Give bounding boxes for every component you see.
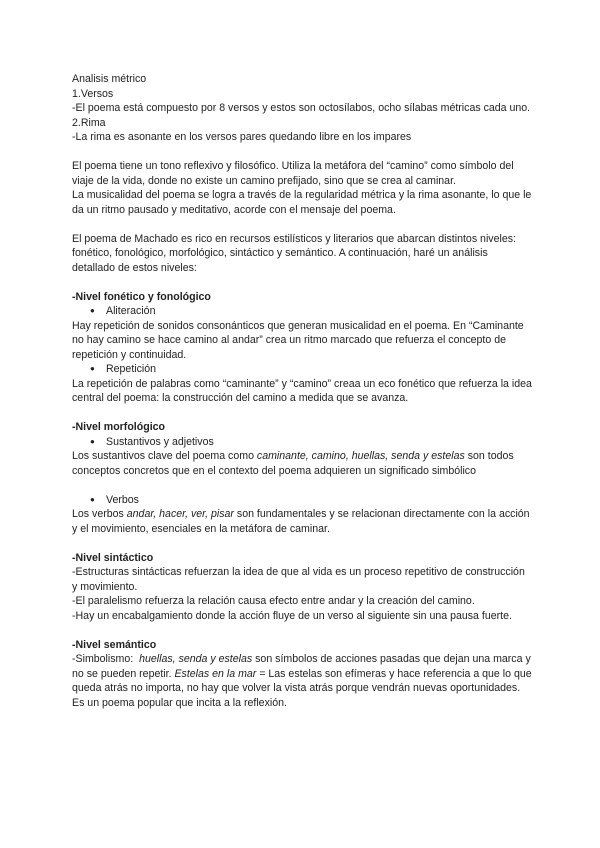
- bullet-dot-icon: ●: [90, 306, 95, 315]
- versos-label: 1.Versos: [72, 87, 114, 100]
- document-title: Analisis métrico: [72, 73, 147, 85]
- morfologico-text-2: [72, 507, 532, 536]
- fonetico-text-1: Hay repetición de sonidos consonánticos que generan musicalidad en el poema. En “Caminante no hay camino se hace camino al andar” crea un ritmo marcado que refuerza el concepto de repetición y continuidad.: [72, 319, 524, 361]
- bullet-verbos: [72, 493, 532, 508]
- bullet-sustantivos: [72, 435, 532, 450]
- morfologico-text-1: [72, 449, 532, 478]
- italic-run: Estelas en la mar: [174, 667, 257, 680]
- text-run: Los sustantivos clave del poema como: [72, 450, 257, 462]
- text-run: Los verbos: [72, 508, 127, 520]
- fonetico-text-2: La repetición de palabras como “caminante” y “camino” creaa un eco fonético que refuerza la idea central del poema: la construcción del camino a medida que se avanza.: [72, 377, 532, 404]
- sintactico-line-2: -El paralelismo refuerza la relación causa efecto entre andar y la creación del camino.: [72, 595, 475, 607]
- document-body: [72, 72, 532, 710]
- semantico-text: [72, 652, 532, 696]
- rima-text: -La rima es asonante en los versos pares quedando libre en los impares: [72, 131, 412, 143]
- bullet-aliteracion: [72, 304, 532, 319]
- heading-morfologico: -Nivel morfológico: [72, 421, 165, 433]
- italic-run: caminante, camino, huellas, senda y estelas: [256, 450, 465, 462]
- text-run: son símbolos de acciones pasadas que dejan una marca y no se pueden repetir.: [72, 653, 531, 680]
- bullet-dot-icon: ●: [90, 436, 95, 446]
- spacer: [72, 145, 532, 160]
- paragraph-intro: El poema de Machado es rico en recursos estilísticos y literarios que abarcan distintos niveles: fonético, fonológico, morfológico, sintáctico y semántico. A continuación, haré un análisis detallado de estos niveles:: [72, 232, 516, 274]
- heading-semantico: -Nivel semántico: [72, 638, 157, 651]
- italic-run: andar, hacer, ver, pisar: [126, 508, 234, 520]
- spacer: [72, 406, 532, 421]
- bullet-dot-icon: ●: [90, 494, 95, 504]
- bullet-repeticion: [72, 362, 532, 377]
- sintactico-line-3: -Hay un encabalgamiento donde la acción fluye de un verso al siguiente sin una pausa fuerte.: [72, 609, 512, 622]
- spacer: [72, 623, 532, 638]
- text-run: -Simbolismo:: [72, 653, 140, 665]
- text-run: son todos conceptos concretos que en el contexto del poema adquieren un significado simbólico: [72, 450, 514, 477]
- bullet-label: Sustantivos y adjetivos: [106, 435, 214, 448]
- text-run: = Las estelas son efímeras y hace referencia a que lo que queda atrás no importa, no hay que volver la vista atrás porque vendrán nuevas oportunidades.: [72, 667, 532, 694]
- sintactico-line-1: -Estructuras sintácticas refuerzan la idea de que al vida es un proceso repetitivo de construcción y movimiento.: [72, 566, 525, 593]
- spacer: [72, 275, 532, 290]
- text-run: son fundamentales y se relacionan directamente con la acción y el movimiento, esenciales en la metáfora de caminar.: [72, 508, 530, 535]
- heading-fonetico: -Nivel fonético y fonológico: [72, 290, 211, 303]
- paragraph-music: La musicalidad del poema se logra a través de la regularidad métrica y la rima asonante, lo que le da un ritmo pausado y meditativo, acorde con el mensaje del poema.: [72, 189, 532, 216]
- paragraph-tone: El poema tiene un tono reflexivo y filosófico. Utiliza la metáfora del “camino” como símbolo del viaje de la vida, donde no existe un camino prefijado, sino que se crea al caminar.: [72, 160, 514, 187]
- bullet-dot-icon: ●: [90, 364, 95, 373]
- semantico-closing: Es un poema popular que incita a la reflexión.: [72, 696, 287, 709]
- rima-label: 2.Rima: [72, 116, 106, 129]
- heading-sintactico: -Nivel sintáctico: [72, 551, 154, 564]
- bullet-label: Repetición: [106, 363, 157, 375]
- versos-text: -El poema está compuesto por 8 versos y estos son octosílabos, ocho sílabas métricas cada uno.: [72, 102, 531, 114]
- spacer: [72, 217, 532, 232]
- italic-run: huellas, senda y estelas: [139, 653, 253, 665]
- spacer: [72, 478, 532, 493]
- spacer: [72, 536, 532, 551]
- bullet-label: Verbos: [106, 493, 139, 506]
- bullet-label: Aliteración: [106, 305, 156, 317]
